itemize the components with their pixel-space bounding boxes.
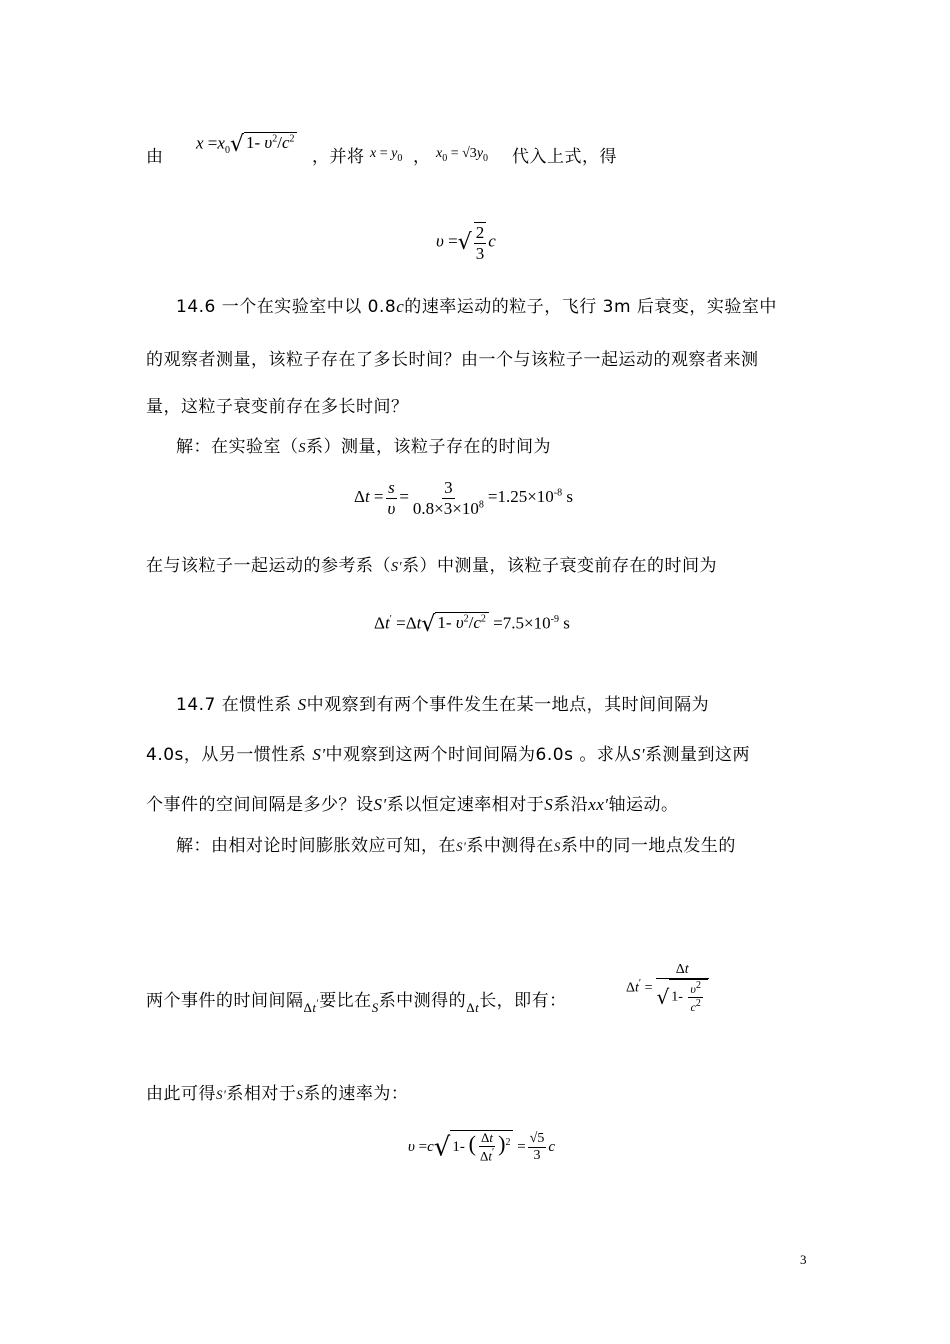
problem-14-6-line-3: 量，这粒子衰变前存在多长时间？ [146,397,409,417]
problem-14-6-line-2: 的观察者测量，该粒子存在了多长时间？由一个与该粒子一起运动的观察者来测 [146,350,759,370]
solution-1-intro: 解：在实验室（S系）测量，该粒子存在的时间为 [176,437,551,457]
equation-x0-sqrt3-y0: $x_0 = √3y_0$ [436,146,489,164]
equation-v-sqrt-two-thirds: υ =√ $\frac{2}{3}$ c [436,223,496,263]
text-line-1-suffix: 代入上式，得 [512,147,617,167]
problem-14-6-line-1: 14.6 一个在实验室中以 0.8c的速率运动的粒子，飞行 3m 后衰变，实验室中 [176,297,777,317]
equation-time-dilation: Δt′ = Δt √ 1- $\frac{\upsilon^2}{c^2}$ [626,962,712,1015]
equation-velocity-result: υ =c√ 1- ( $\frac{\Delta t}{\Delta t'}$ )$^2$ = $\frac{√5}{3}$ c [408,1130,556,1164]
text-line-1-mid: ，并将 [312,147,365,167]
text-line-1-comma: ， [413,147,431,167]
problem-14-7-line-3: 个事件的空间间隔是多少？设S′系以恒定速率相对于S系沿xx′轴运动。 [146,795,679,815]
solution-3-intro: 解：由相对论时间膨胀效应可知，在S′系中测得在S系中的同一地点发生的 [176,836,736,856]
equation-proper-time: Δt′ =Δt√ 1- $\upsilon^2/c^2 =7.5\times 10^{-9}$ s [374,612,570,637]
page-number: 3 [800,1252,807,1267]
equation-x-equals-y0: $x = y_0$ [370,146,403,164]
problem-14-7-line-1: 14.7 在惯性系 S中观察到有两个事件发生在某一地点，其时间间隔为 [176,695,710,715]
text-line-1-prefix: 由 [146,147,164,167]
problem-14-7-line-2: 4.0s，从另一惯性系 S′中观察到这两个时间间隔为6.0s 。求从S′系测量到这两 [146,745,751,765]
solution-2-intro: 在与该粒子一起运动的参考系（S′系）中测量，该粒子衰变前存在的时间为 [146,556,718,576]
text-hence: 由此可得S′系相对于S系的速率为： [146,1084,409,1104]
equation-x-contraction: $x =x_0√$ 1- $\upsilon^2/c^2$ [196,132,297,157]
text-two-events: 两个事件的时间间隔$_{\Delta t'}$要比在$_S$系中测得的$_{\Delta t}$长，即有： [146,991,567,1015]
equation-lab-time: Δt = $\frac{s}{\upsilon}$ = $\frac{3}{0.8\times 3\times 10^8}$ $=1.25\times 10^{-8}$ s [354,478,574,518]
